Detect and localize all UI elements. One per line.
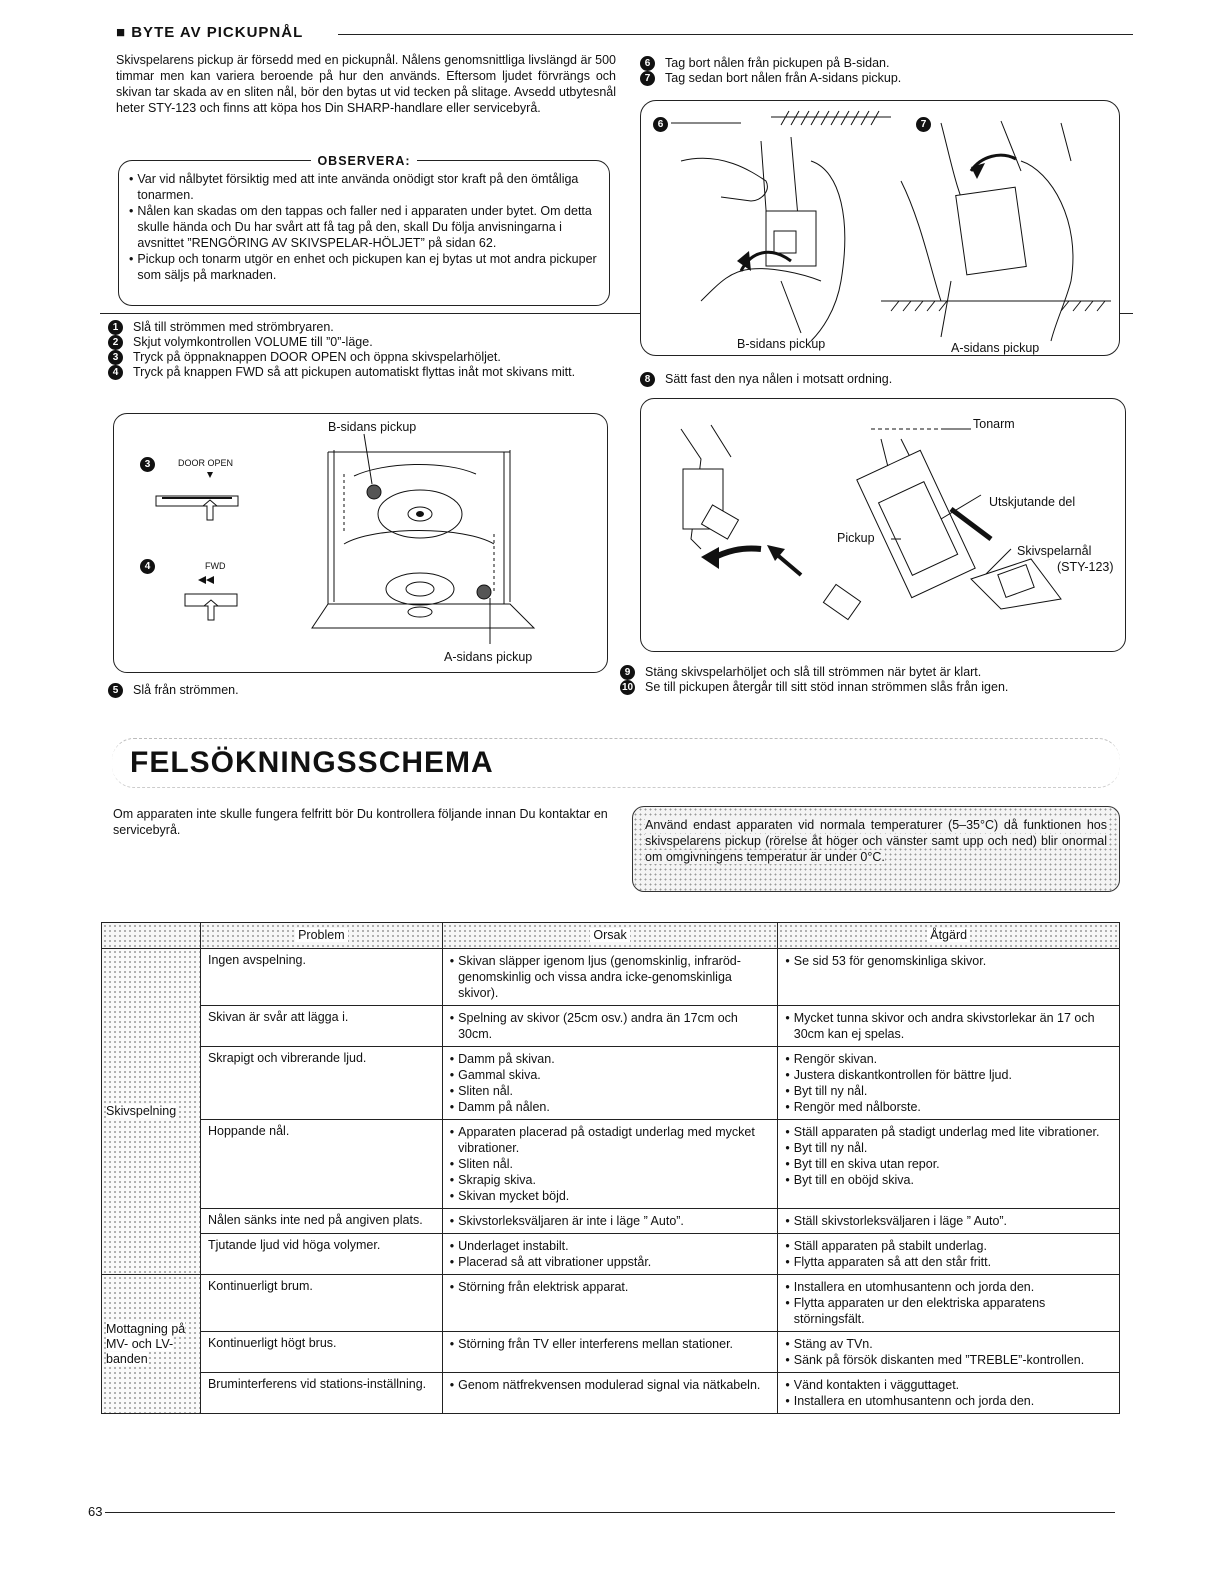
new-needle-drawing <box>641 399 1127 653</box>
cell-problem: Nålen sänks inte ned på angiven plats. <box>200 1209 442 1234</box>
cell-orsak: • Skivan släpper igenom ljus (genomskinlig, infraröd-genomskinlig och vissa andra icke-genomskinliga skivor). <box>442 949 778 1006</box>
table-row <box>102 1047 1120 1120</box>
step-4: 4 Tryck på knappen FWD så att pickupen automatiskt flyttas inåt mot skivans mitt. <box>108 365 613 380</box>
label-door-open: DOOR OPEN <box>178 458 234 468</box>
observera-box <box>118 154 610 306</box>
page-number: 63 <box>88 1504 103 1519</box>
cell-problem: Hoppande nål. <box>200 1120 442 1209</box>
step-number-7: 7 <box>640 71 655 86</box>
observera-item: • Nålen kan skadas om den tappas och faller ned i apparaten under bytet. Om detta skulle hända och Du har svårt att få tag på den, skall Du följa anvisningarna i avsnittet ”RENGÖRING AV SKIVSPELAR-HÖLJET” på sidan 62. <box>129 203 599 251</box>
steps-list-right-bottom <box>620 665 1125 695</box>
step-number-5: 5 <box>108 683 123 698</box>
troubleshooting-table <box>101 922 1120 1414</box>
cell-problem: Skivan är svår att lägga i. <box>200 1006 442 1047</box>
table-row <box>102 1120 1120 1209</box>
table-row <box>102 1275 1120 1332</box>
cell-orsak: • Damm på skivan. • Gammal skiva. • Sliten nål. • Damm på nålen. <box>442 1047 778 1120</box>
section-title-felsokningsschema: FELSÖKNINGSSCHEMA <box>130 746 494 779</box>
cell-atgard: • Rengör skivan. • Justera diskantkontrollen för bättre ljud. • Byt till ny nål. • Rengör med nålborste. <box>778 1047 1120 1120</box>
cell-problem: Kontinuerligt brum. <box>200 1275 442 1332</box>
cell-atgard: • Ställ skivstorleksväljaren i läge ” Auto”. <box>778 1209 1120 1234</box>
step-number-6: 6 <box>640 56 655 71</box>
step-number-8: 8 <box>640 372 655 387</box>
cell-orsak: • Apparaten placerad på ostadigt underlag med mycket vibrationer. • Sliten nål. • Skrapig skiva. • Skivan mycket böjd. <box>442 1120 778 1209</box>
cell-orsak: • Spelning av skivor (25cm osv.) andra än 17cm och 30cm. <box>442 1006 778 1047</box>
cell-atgard: • Ställ apparaten på stabilt underlag. • Flytta apparaten så att den står fritt. <box>778 1234 1120 1275</box>
step-1: 1 Slå till strömmen med strömbryaren. <box>108 320 613 335</box>
cell-atgard: • Mycket tunna skivor och andra skivstorlekar än 17 och 30cm kan ej spelas. <box>778 1006 1120 1047</box>
category-mottagning: Mottagning på MV- och LV-banden <box>102 1275 201 1414</box>
label-b-pickup: B-sidans pickup <box>328 420 417 434</box>
cell-atgard: • Stäng av TVn. • Sänk på försök diskanten med ”TREBLE”-kontrollen. <box>778 1332 1120 1373</box>
step-6: 6 Tag bort nålen från pickupen på B-sidan. <box>640 56 1130 71</box>
header-category <box>102 923 201 949</box>
cell-problem: Ingen avspelning. <box>200 949 442 1006</box>
footer-rule <box>105 1512 1115 1513</box>
cell-atgard: • Vänd kontakten i vägguttaget. • Installera en utomhusantenn och jorda den. <box>778 1373 1120 1414</box>
figure-needle-removal <box>640 100 1120 356</box>
step-number-10: 10 <box>621 682 634 693</box>
step-10: 10 Se till pickupen återgår till sitt stöd innan strömmen slås från igen. <box>621 680 1009 694</box>
figure-new-needle <box>640 398 1126 652</box>
cell-orsak: • Genom nätfrekvensen modulerad signal via nätkabeln. <box>442 1373 778 1414</box>
turntable-drawing <box>114 414 609 674</box>
table-row <box>102 1006 1120 1047</box>
table-row <box>102 1234 1120 1275</box>
fig1-num-4: 4 <box>140 559 155 574</box>
label-pickup: Pickup <box>837 531 875 545</box>
intro-paragraph: Skivspelarens pickup är försedd med en pickupnål. Nålens genomsnittliga livslängd är 500 timmar men kan variera beroende på hur den används. Eftersom ljudet förvrängs och skivan tar skada av en sliten nål, bör den bytas ut vid tecken på slitage. Avsedd utbytesnål heter STY-123 och finns att köpa hos Din SHARP-handlare eller servicebyrå. <box>116 53 616 115</box>
table-header-row <box>102 923 1120 949</box>
observera-item: • Pickup och tonarm utgör en enhet och pickupen kan ej bytas ut mot andra pickuper som säljs på marknaden. <box>129 251 599 283</box>
needle-removal-drawing <box>641 101 1121 357</box>
fig2-num-6: 6 <box>653 117 668 132</box>
step-9: 9 Stäng skivspelarhöljet och slå till strömmen när bytet är klart. <box>620 665 1125 680</box>
label-a-pickup: A-sidans pickup <box>444 650 533 664</box>
figure-turntable-open <box>113 413 608 673</box>
fig2-num-7: 7 <box>916 117 931 132</box>
cell-problem: Tjutande ljud vid höga volymer. <box>200 1234 442 1275</box>
step-2: 2 Skjut volymkontrollen VOLUME till ”0”-läge. <box>108 335 613 350</box>
label-utskjutande-del: Utskjutande del <box>989 495 1076 509</box>
steps-list-right-top <box>640 56 1130 86</box>
cell-orsak: • Underlaget instabilt. • Placerad så att vibrationer uppstår. <box>442 1234 778 1275</box>
label-sty-123: (STY-123) <box>1057 560 1114 574</box>
cell-problem: Skrapigt och vibrerande ljud. <box>200 1047 442 1120</box>
section-title-byte-av-pickupnal: ■ BYTE AV PICKUPNÅL <box>116 24 304 41</box>
table-row <box>102 949 1120 1006</box>
table-row <box>102 1209 1120 1234</box>
step-number-4: 4 <box>108 365 123 380</box>
header-rule <box>338 34 1133 35</box>
troubleshoot-intro: Om apparaten inte skulle fungera felfritt bör Du kontrollera följande innan Du kontaktar en servicebyrå. <box>113 807 608 837</box>
header-orsak: Orsak <box>442 923 778 949</box>
label-a-pickup-fig2: A-sidans pickup <box>951 341 1040 355</box>
header-atgard: Åtgärd <box>778 923 1120 949</box>
step-number-9: 9 <box>620 665 635 680</box>
cell-orsak: • Störning från elektrisk apparat. <box>442 1275 778 1332</box>
label-fwd: FWD <box>205 561 226 571</box>
header-problem: Problem <box>200 923 442 949</box>
category-skivspelning: Skivspelning <box>102 949 201 1275</box>
cell-orsak: • Skivstorleksväljaren är inte i läge ” Auto”. <box>442 1209 778 1234</box>
step-8: 8 Sätt fast den nya nålen i motsatt ordning. <box>640 372 1120 387</box>
step-5: 5 Slå från strömmen. <box>108 683 408 698</box>
steps-list-left <box>108 320 613 380</box>
table-row <box>102 1373 1120 1414</box>
label-b-pickup-fig2: B-sidans pickup <box>737 337 826 351</box>
cell-problem: Bruminterferens vid stations-inställning. <box>200 1373 442 1414</box>
step-7: 7 Tag sedan bort nålen från A-sidans pickup. <box>640 71 1130 86</box>
observera-label: OBSERVERA: <box>311 154 416 168</box>
cell-problem: Kontinuerligt högt brus. <box>200 1332 442 1373</box>
label-skivspelarnal: Skivspelarnål <box>1017 544 1092 558</box>
observera-item: • Var vid nålbytet försiktig med att inte använda onödigt stor kraft på den ömtåliga tonarmen. <box>129 171 599 203</box>
step-number-3: 3 <box>108 350 123 365</box>
cell-atgard: • Ställ apparaten på stadigt underlag med lite vibrationer. • Byt till ny nål. • Byt till en skiva utan repor. • Byt till en oböjd skiva. <box>778 1120 1120 1209</box>
step-3: 3 Tryck på öppnaknappen DOOR OPEN och öppna skivspelarhöljet. <box>108 350 613 365</box>
step-number-1: 1 <box>108 320 123 335</box>
cell-orsak: • Störning från TV eller interferens mellan stationer. <box>442 1332 778 1373</box>
temperature-note: Använd endast apparaten vid normala temperaturer (5–35°C) då funktionen hos skivspelarens pickup (rörelse åt höger och vänster samt upp och ned) blir onormal om omgivningens temperatur är under 0°C. <box>632 806 1120 892</box>
label-tonarm: Tonarm <box>973 417 1015 431</box>
cell-atgard: • Se sid 53 för genomskinliga skivor. <box>778 949 1120 1006</box>
fig1-num-3: 3 <box>140 457 155 472</box>
table-row <box>102 1332 1120 1373</box>
step-number-2: 2 <box>108 335 123 350</box>
cell-atgard: • Installera en utomhusantenn och jorda den. • Flytta apparaten ur den elektriska apparatens störningsfält. <box>778 1275 1120 1332</box>
